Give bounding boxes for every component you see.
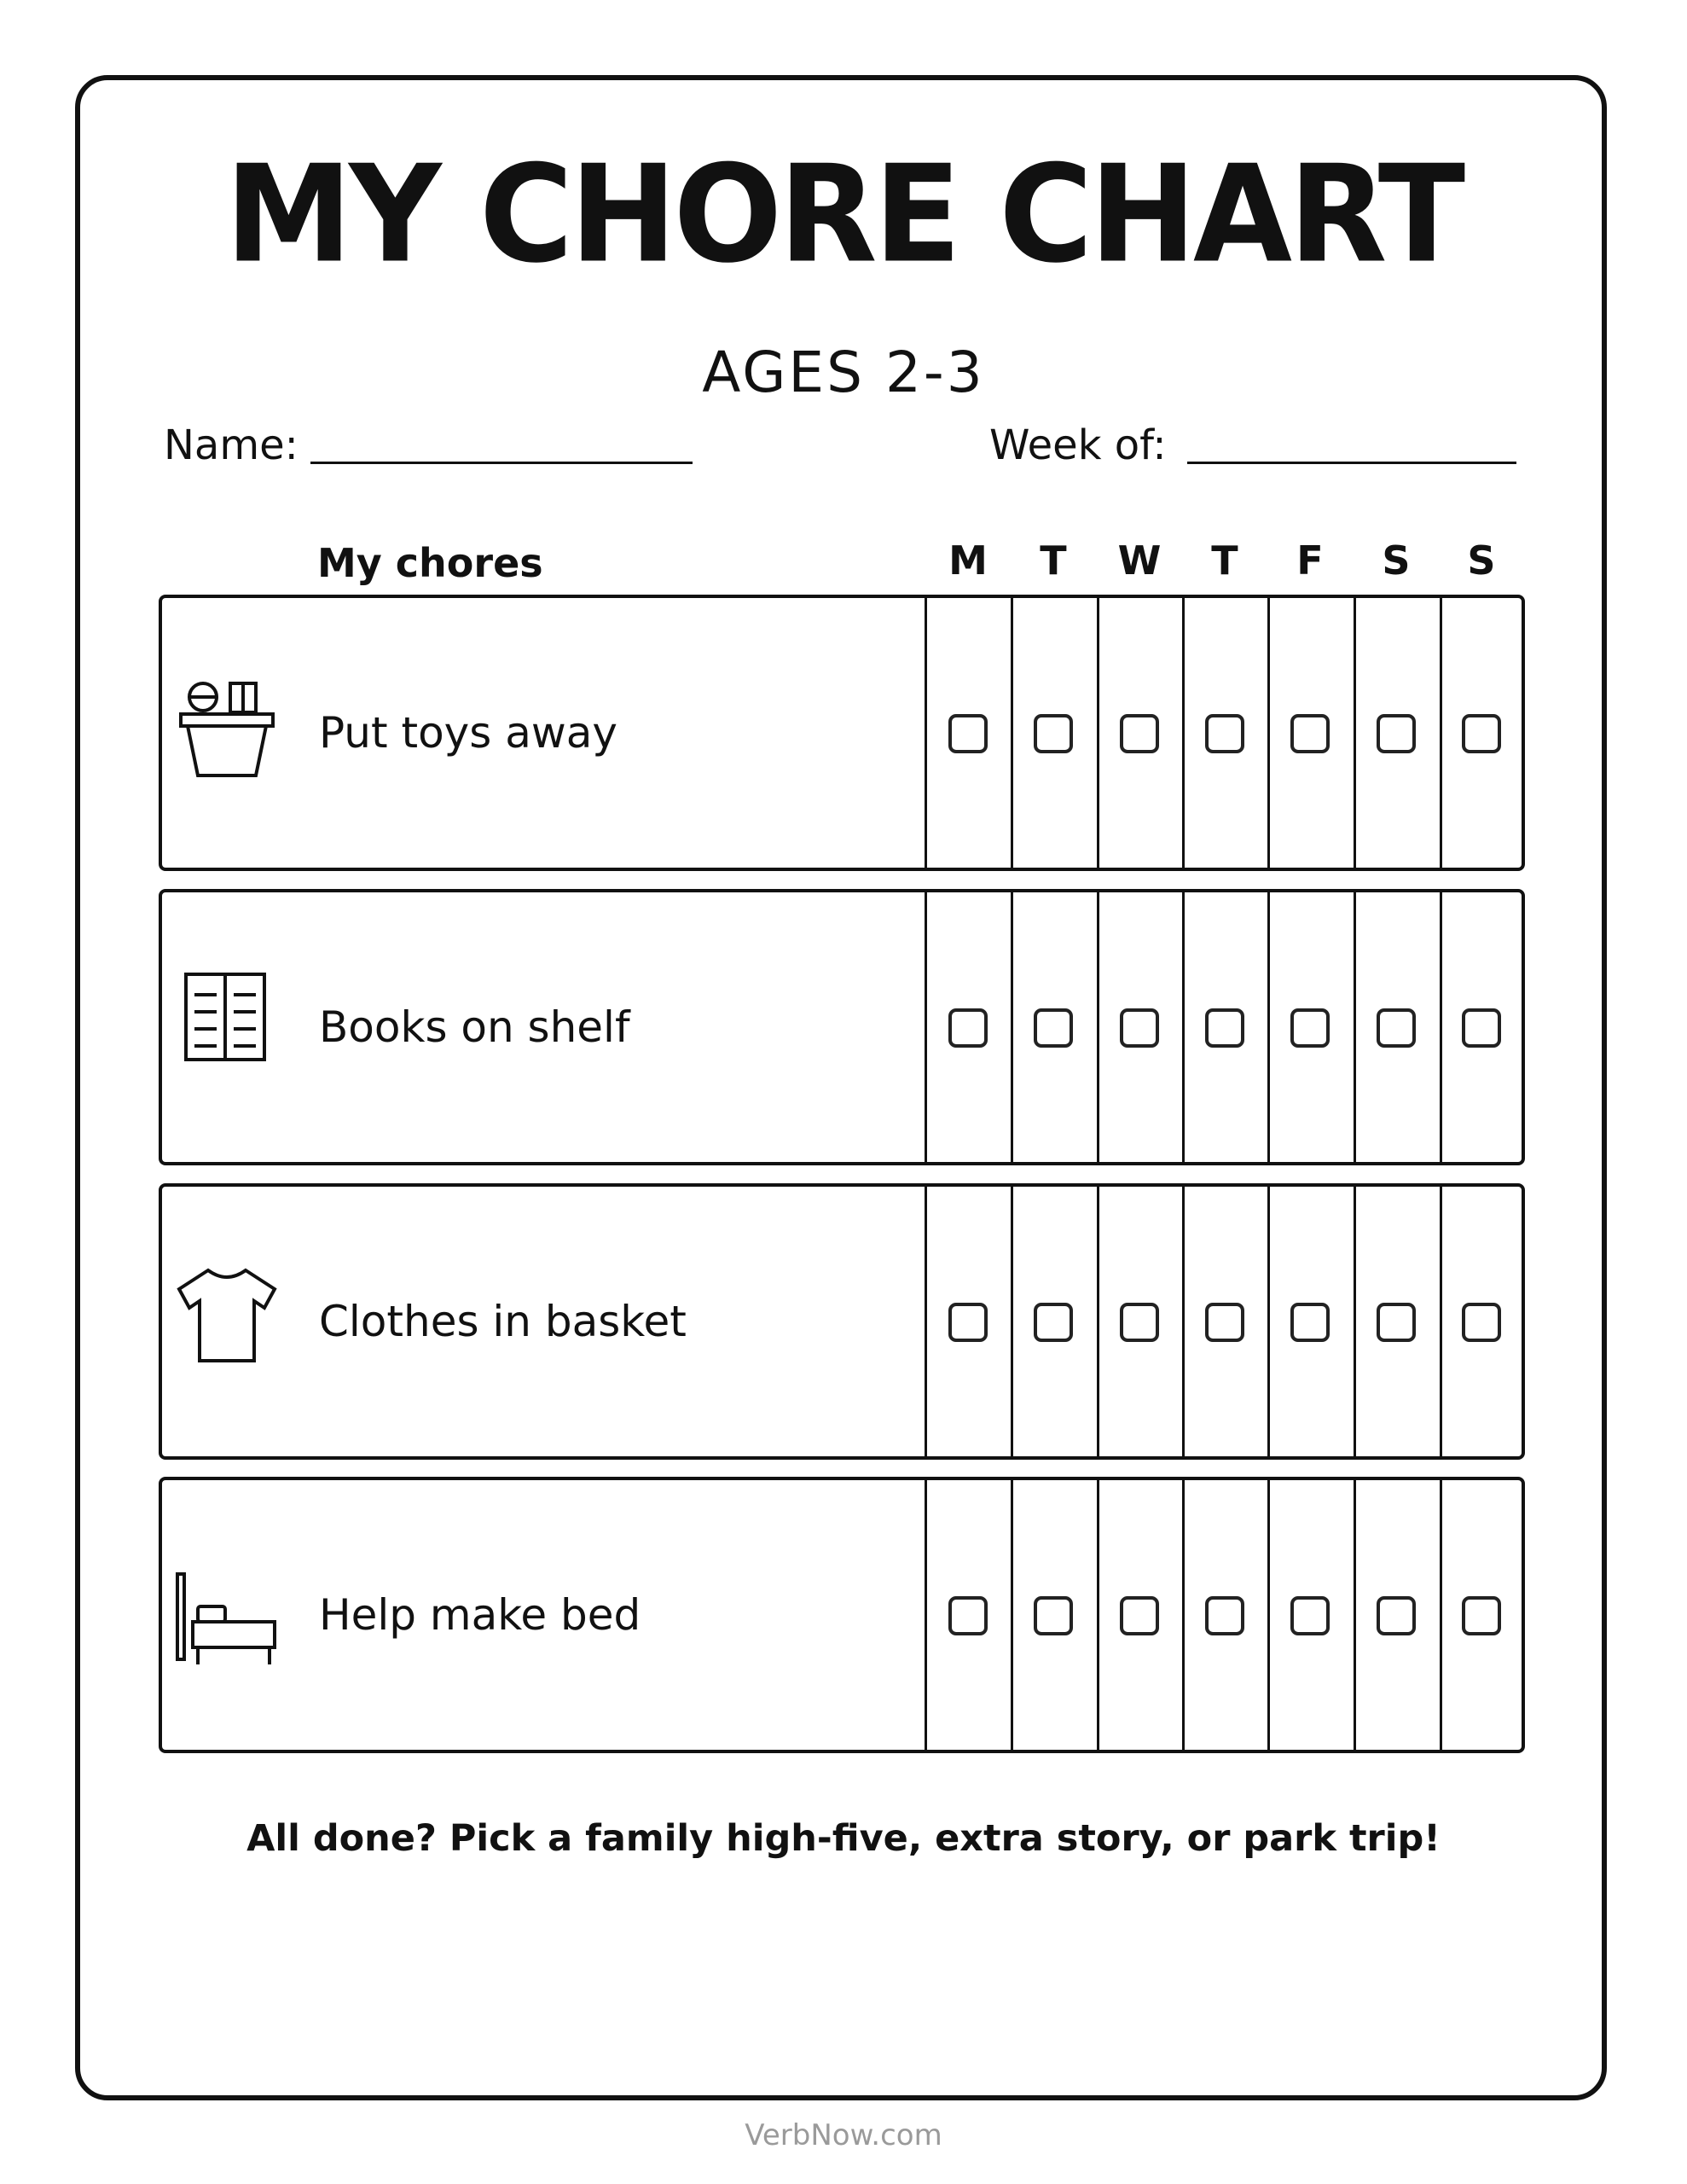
column-divider: [1097, 1480, 1099, 1750]
day-checkbox[interactable]: [1377, 1008, 1416, 1048]
day-checkbox[interactable]: [1290, 1303, 1330, 1342]
column-divider: [1267, 1480, 1270, 1750]
column-divider: [1011, 892, 1013, 1162]
day-checkbox[interactable]: [1120, 1008, 1159, 1048]
name-field[interactable]: [310, 462, 693, 464]
column-divider: [925, 598, 927, 868]
column-divider: [1182, 598, 1185, 868]
day-checkbox[interactable]: [1120, 714, 1159, 753]
column-divider: [1440, 892, 1442, 1162]
day-checkbox[interactable]: [1462, 1596, 1501, 1635]
day-checkbox[interactable]: [1462, 1008, 1501, 1048]
chore-label: Put toys away: [319, 708, 617, 758]
day-checkbox[interactable]: [1377, 1596, 1416, 1635]
column-divider: [925, 1480, 927, 1750]
column-divider: [1097, 892, 1099, 1162]
chore-label: Books on shelf: [319, 1002, 630, 1052]
column-divider: [1354, 598, 1356, 868]
chores-column-header: My chores: [317, 540, 543, 586]
column-divider: [1354, 1187, 1356, 1456]
column-divider: [1182, 892, 1185, 1162]
day-header: W: [1117, 537, 1162, 584]
column-divider: [1011, 1480, 1013, 1750]
column-divider: [1097, 598, 1099, 868]
column-divider: [1267, 892, 1270, 1162]
week-of-field[interactable]: [1187, 462, 1516, 464]
day-checkbox[interactable]: [1034, 1303, 1073, 1342]
toy-basket-icon: [174, 675, 280, 786]
column-divider: [1354, 1480, 1356, 1750]
day-checkbox[interactable]: [1377, 1303, 1416, 1342]
column-divider: [1011, 598, 1013, 868]
column-divider: [1182, 1480, 1185, 1750]
day-checkbox[interactable]: [948, 1596, 988, 1635]
day-checkbox[interactable]: [1205, 1303, 1244, 1342]
day-header: S: [1467, 537, 1496, 584]
chore-row: [159, 1183, 1525, 1460]
day-checkbox[interactable]: [1034, 714, 1073, 753]
day-checkbox[interactable]: [948, 714, 988, 753]
day-header: S: [1382, 537, 1411, 584]
day-header: F: [1296, 537, 1324, 584]
day-checkbox[interactable]: [1205, 714, 1244, 753]
day-checkbox[interactable]: [1462, 714, 1501, 753]
name-label: Name:: [164, 421, 299, 469]
column-divider: [1097, 1187, 1099, 1456]
bookshelf-icon: [174, 969, 280, 1080]
day-checkbox[interactable]: [1120, 1596, 1159, 1635]
reward-note: All done? Pick a family high-five, extra story, or park trip!: [246, 1817, 1441, 1860]
day-checkbox[interactable]: [948, 1303, 988, 1342]
day-checkbox[interactable]: [1205, 1008, 1244, 1048]
bed-icon: [174, 1557, 280, 1668]
day-checkbox[interactable]: [1120, 1303, 1159, 1342]
column-divider: [1440, 1480, 1442, 1750]
column-divider: [1354, 892, 1356, 1162]
chore-label: Clothes in basket: [319, 1297, 687, 1346]
column-divider: [1440, 1187, 1442, 1456]
day-checkbox[interactable]: [1034, 1596, 1073, 1635]
chore-row: [159, 595, 1525, 871]
chore-label: Help make bed: [319, 1590, 641, 1640]
day-checkbox[interactable]: [1377, 714, 1416, 753]
age-subtitle: AGES 2-3: [702, 340, 985, 405]
day-checkbox[interactable]: [1290, 714, 1330, 753]
day-header: T: [1040, 537, 1067, 584]
t-shirt-icon: [174, 1263, 280, 1374]
column-divider: [1182, 1187, 1185, 1456]
page-title: MY CHORE CHART: [224, 136, 1463, 293]
day-header: T: [1211, 537, 1238, 584]
column-divider: [925, 1187, 927, 1456]
column-divider: [1011, 1187, 1013, 1456]
column-divider: [1440, 598, 1442, 868]
column-divider: [1267, 598, 1270, 868]
day-checkbox[interactable]: [1290, 1008, 1330, 1048]
column-divider: [925, 892, 927, 1162]
day-checkbox[interactable]: [1034, 1008, 1073, 1048]
site-watermark: VerbNow.com: [745, 2118, 942, 2152]
week-of-label: Week of:: [989, 421, 1167, 469]
day-checkbox[interactable]: [948, 1008, 988, 1048]
day-header: M: [948, 537, 988, 584]
column-divider: [1267, 1187, 1270, 1456]
day-checkbox[interactable]: [1462, 1303, 1501, 1342]
chore-row: [159, 1477, 1525, 1753]
chore-row: [159, 889, 1525, 1165]
day-checkbox[interactable]: [1290, 1596, 1330, 1635]
day-checkbox[interactable]: [1205, 1596, 1244, 1635]
